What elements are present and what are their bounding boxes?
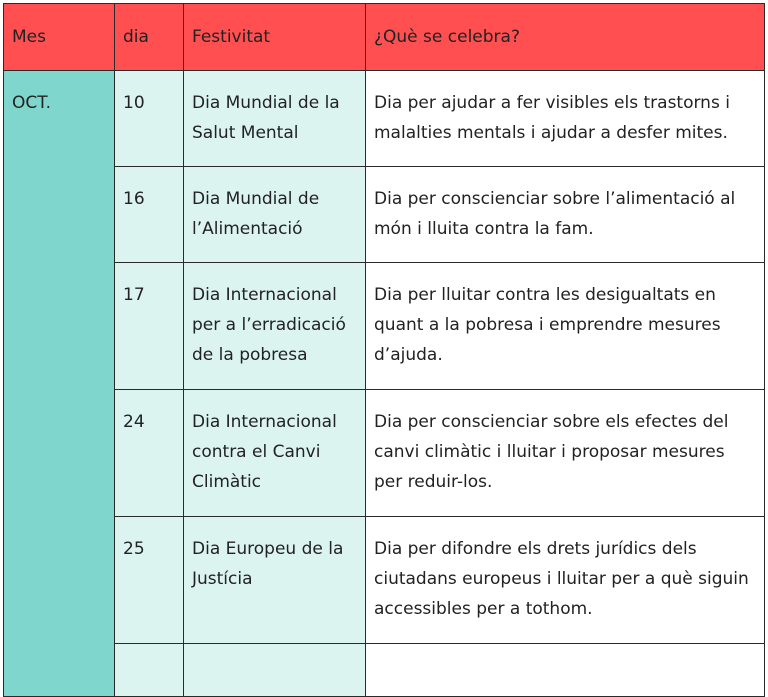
header-festivitat: Festivitat bbox=[184, 4, 366, 71]
table-header bbox=[4, 4, 765, 71]
table-row bbox=[4, 71, 765, 167]
month-cell: OCT. bbox=[4, 71, 115, 697]
day-cell: 10 bbox=[115, 71, 184, 167]
day-cell: 25 bbox=[115, 517, 184, 644]
table-row bbox=[4, 390, 765, 517]
header-dia: dia bbox=[115, 4, 184, 71]
description-cell: Dia per conscienciar sobre els efectes del canvi climàtic i lluitar i proposar mesures per reduir-los. bbox=[366, 390, 765, 517]
festivity-cell: Dia Europeu de la Justícia bbox=[184, 517, 366, 644]
festivity-cell-empty bbox=[184, 644, 366, 697]
day-cell-empty bbox=[115, 644, 184, 697]
day-cell: 24 bbox=[115, 390, 184, 517]
description-cell: Dia per conscienciar sobre l’alimentació al món i lluita contra la fam. bbox=[366, 167, 765, 263]
festivities-table bbox=[3, 3, 765, 697]
day-cell: 16 bbox=[115, 167, 184, 263]
header-mes: Mes bbox=[4, 4, 115, 71]
day-cell: 17 bbox=[115, 263, 184, 390]
table-row bbox=[4, 517, 765, 644]
festivity-cell: Dia Internacional per a l’erradicació de la pobresa bbox=[184, 263, 366, 390]
festivity-cell: Dia Mundial de l’Alimentació bbox=[184, 167, 366, 263]
description-cell-empty bbox=[366, 644, 765, 697]
header-que-se-celebra: ¿Què se celebra? bbox=[366, 4, 765, 71]
description-cell: Dia per ajudar a fer visibles els trastorns i malalties mentals i ajudar a desfer mites. bbox=[366, 71, 765, 167]
description-cell: Dia per lluitar contra les desigualtats en quant a la pobresa i emprendre mesures d’ajuda. bbox=[366, 263, 765, 390]
festivity-cell: Dia Internacional contra el Canvi Climàtic bbox=[184, 390, 366, 517]
table-row bbox=[4, 167, 765, 263]
table-body bbox=[4, 71, 765, 697]
header-row bbox=[4, 4, 765, 71]
table-row bbox=[4, 263, 765, 390]
festivity-cell: Dia Mundial de la Salut Mental bbox=[184, 71, 366, 167]
description-cell: Dia per difondre els drets jurídics dels ciutadans europeus i lluitar per a què siguin accessibles per a tothom. bbox=[366, 517, 765, 644]
table-row-continuation bbox=[4, 644, 765, 697]
